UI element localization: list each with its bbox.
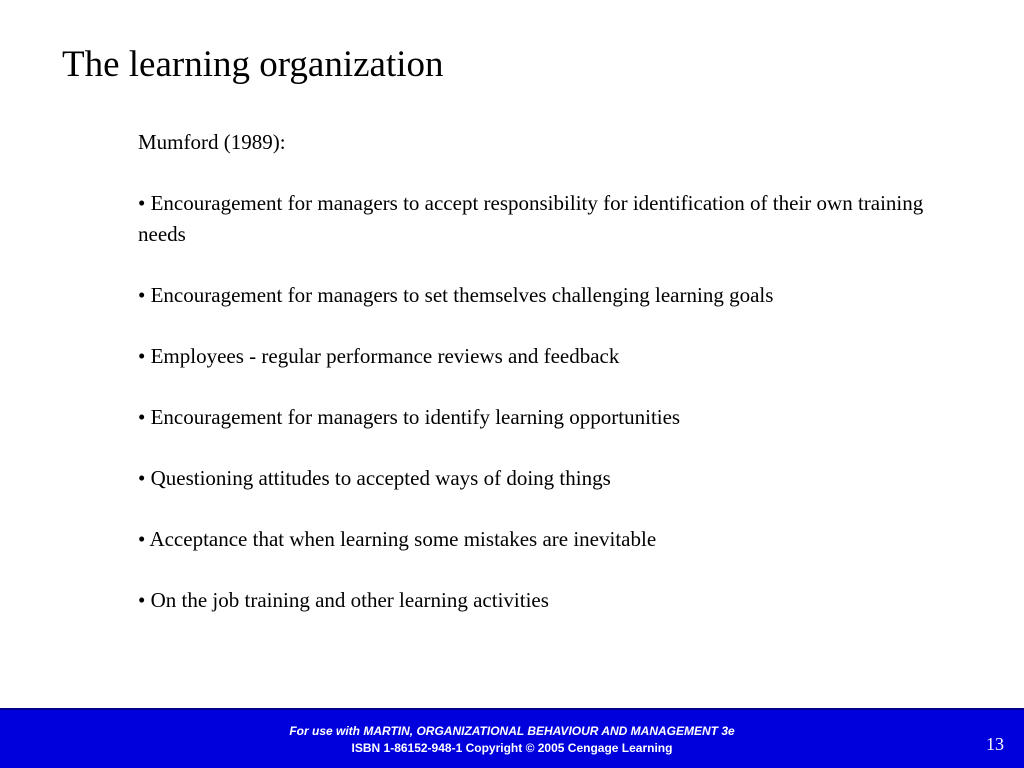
- footer-bar: [0, 708, 1024, 768]
- bullet-item: • Encouragement for managers to identify learning opportunities: [138, 405, 681, 429]
- page-number: 13: [986, 734, 1004, 754]
- bullet-list: [138, 188, 938, 616]
- bullet-item: • Questioning attitudes to accepted ways of doing things: [138, 466, 611, 490]
- footer-line-1: For use with MARTIN, ORGANIZATIONAL BEHAVIOUR AND MANAGEMENT 3e: [289, 724, 735, 738]
- bullet-item: • Encouragement for managers to accept responsibility for identification of their own training needs: [138, 191, 924, 246]
- bullet-item: • Employees - regular performance reviews and feedback: [138, 344, 620, 368]
- slide-title: The learning organization: [62, 44, 444, 85]
- footer-line-2: ISBN 1-86152-948-1 Copyright © 2005 Cengage Learning: [351, 741, 673, 755]
- bullet-item: • Encouragement for managers to set themselves challenging learning goals: [138, 283, 774, 307]
- footer-text: [0, 723, 1024, 757]
- intro-text: Mumford (1989):: [138, 130, 286, 154]
- bullet-item: • Acceptance that when learning some mistakes are inevitable: [138, 527, 657, 551]
- slide-content: [138, 127, 938, 646]
- bullet-item: • On the job training and other learning activities: [138, 588, 549, 612]
